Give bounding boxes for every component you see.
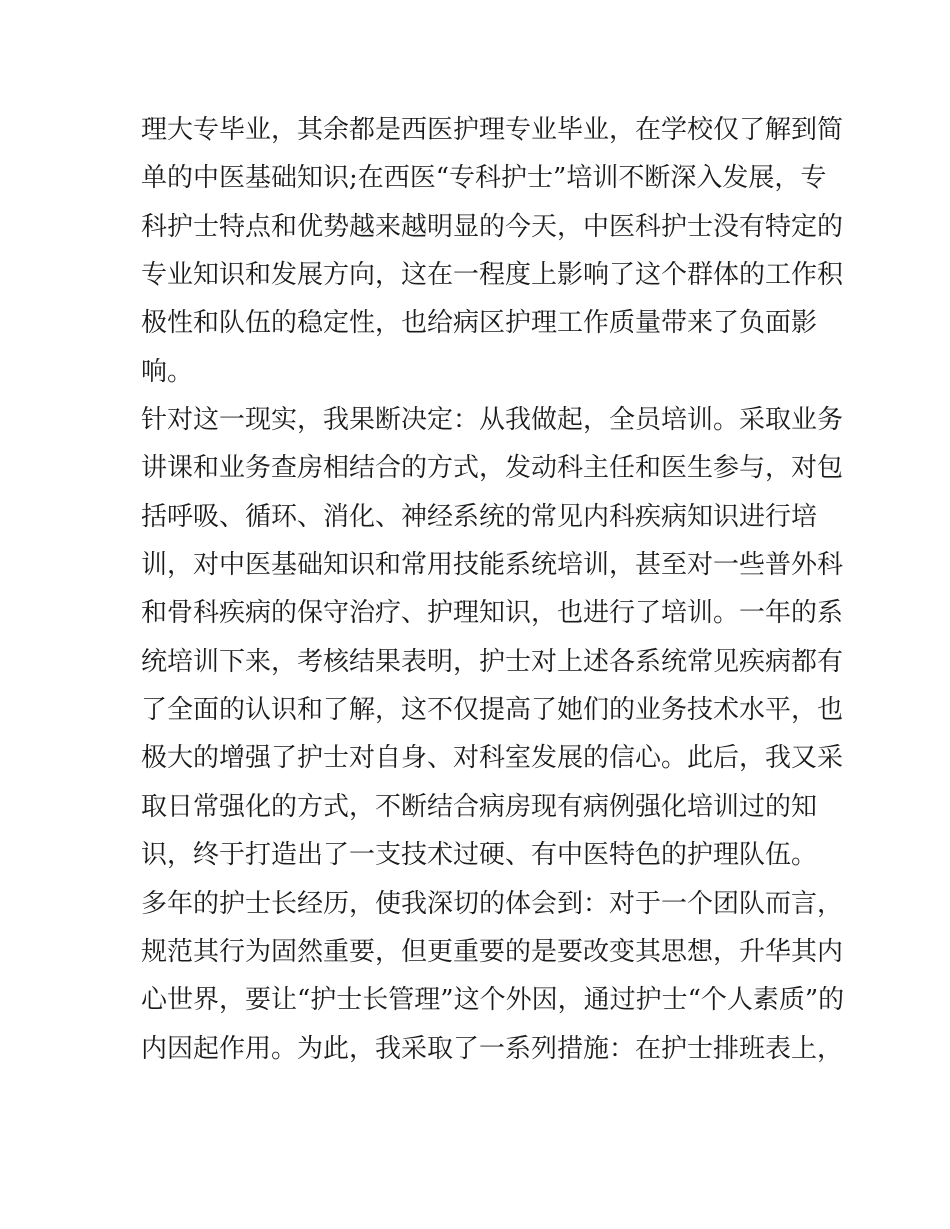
text-line: 训，对中医基础知识和常用技能系统培训，甚至对一些普外科: [141, 550, 844, 581]
document-body: [141, 106, 845, 1073]
text-line: 多年的护士长经历，使我深切的体会到：对于一个团队而言，: [141, 888, 844, 919]
text-line: 响。: [141, 356, 194, 387]
text-line: 规范其行为固然重要，但更重要的是要改变其思想，升华其内: [141, 936, 844, 967]
text-line: 专业知识和发展方向，这在一程度上影响了这个群体的工作积: [141, 260, 844, 291]
text-line: 内因起作用。为此，我采取了一系列措施：在护士排班表上，: [141, 1033, 844, 1064]
text-line: 极性和队伍的稳定性，也给病区护理工作质量带来了负面影: [141, 308, 818, 339]
text-line: 心世界，要让“护士长管理”这个外因，通过护士“个人素质”的: [141, 985, 845, 1016]
text-line: 取日常强化的方式，不断结合病房现有病例强化培训过的知: [141, 791, 818, 822]
text-line: 单的中医基础知识;在西医“专科护士”培训不断深入发展，专: [141, 163, 827, 194]
text-line: 针对这一现实，我果断决定：从我做起，全员培训。采取业务: [141, 405, 844, 436]
text-line: 统培训下来，考核结果表明，护士对上述各系统常见疾病都有: [141, 646, 844, 677]
text-line: 括呼吸、循环、消化、神经系统的常见内科疾病知识进行培: [141, 501, 818, 532]
text-line: 识，终于打造出了一支技术过硬、有中医特色的护理队伍。: [141, 840, 818, 871]
text-line: 理大专毕业，其余都是西医护理专业毕业，在学校仅了解到简: [141, 115, 844, 145]
text-line: 和骨科疾病的保守治疗、护理知识，也进行了培训。一年的系: [141, 598, 844, 629]
text-line: 极大的增强了护士对自身、对科室发展的信心。此后，我又采: [141, 743, 844, 774]
text-line: 了全面的认识和了解，这不仅提高了她们的业务技术水平，也: [141, 695, 844, 726]
text-line: 科护士特点和优势越来越明显的今天，中医科护士没有特定的: [141, 211, 844, 242]
text-line: 讲课和业务查房相结合的方式，发动科主任和医生参与，对包: [141, 453, 844, 484]
